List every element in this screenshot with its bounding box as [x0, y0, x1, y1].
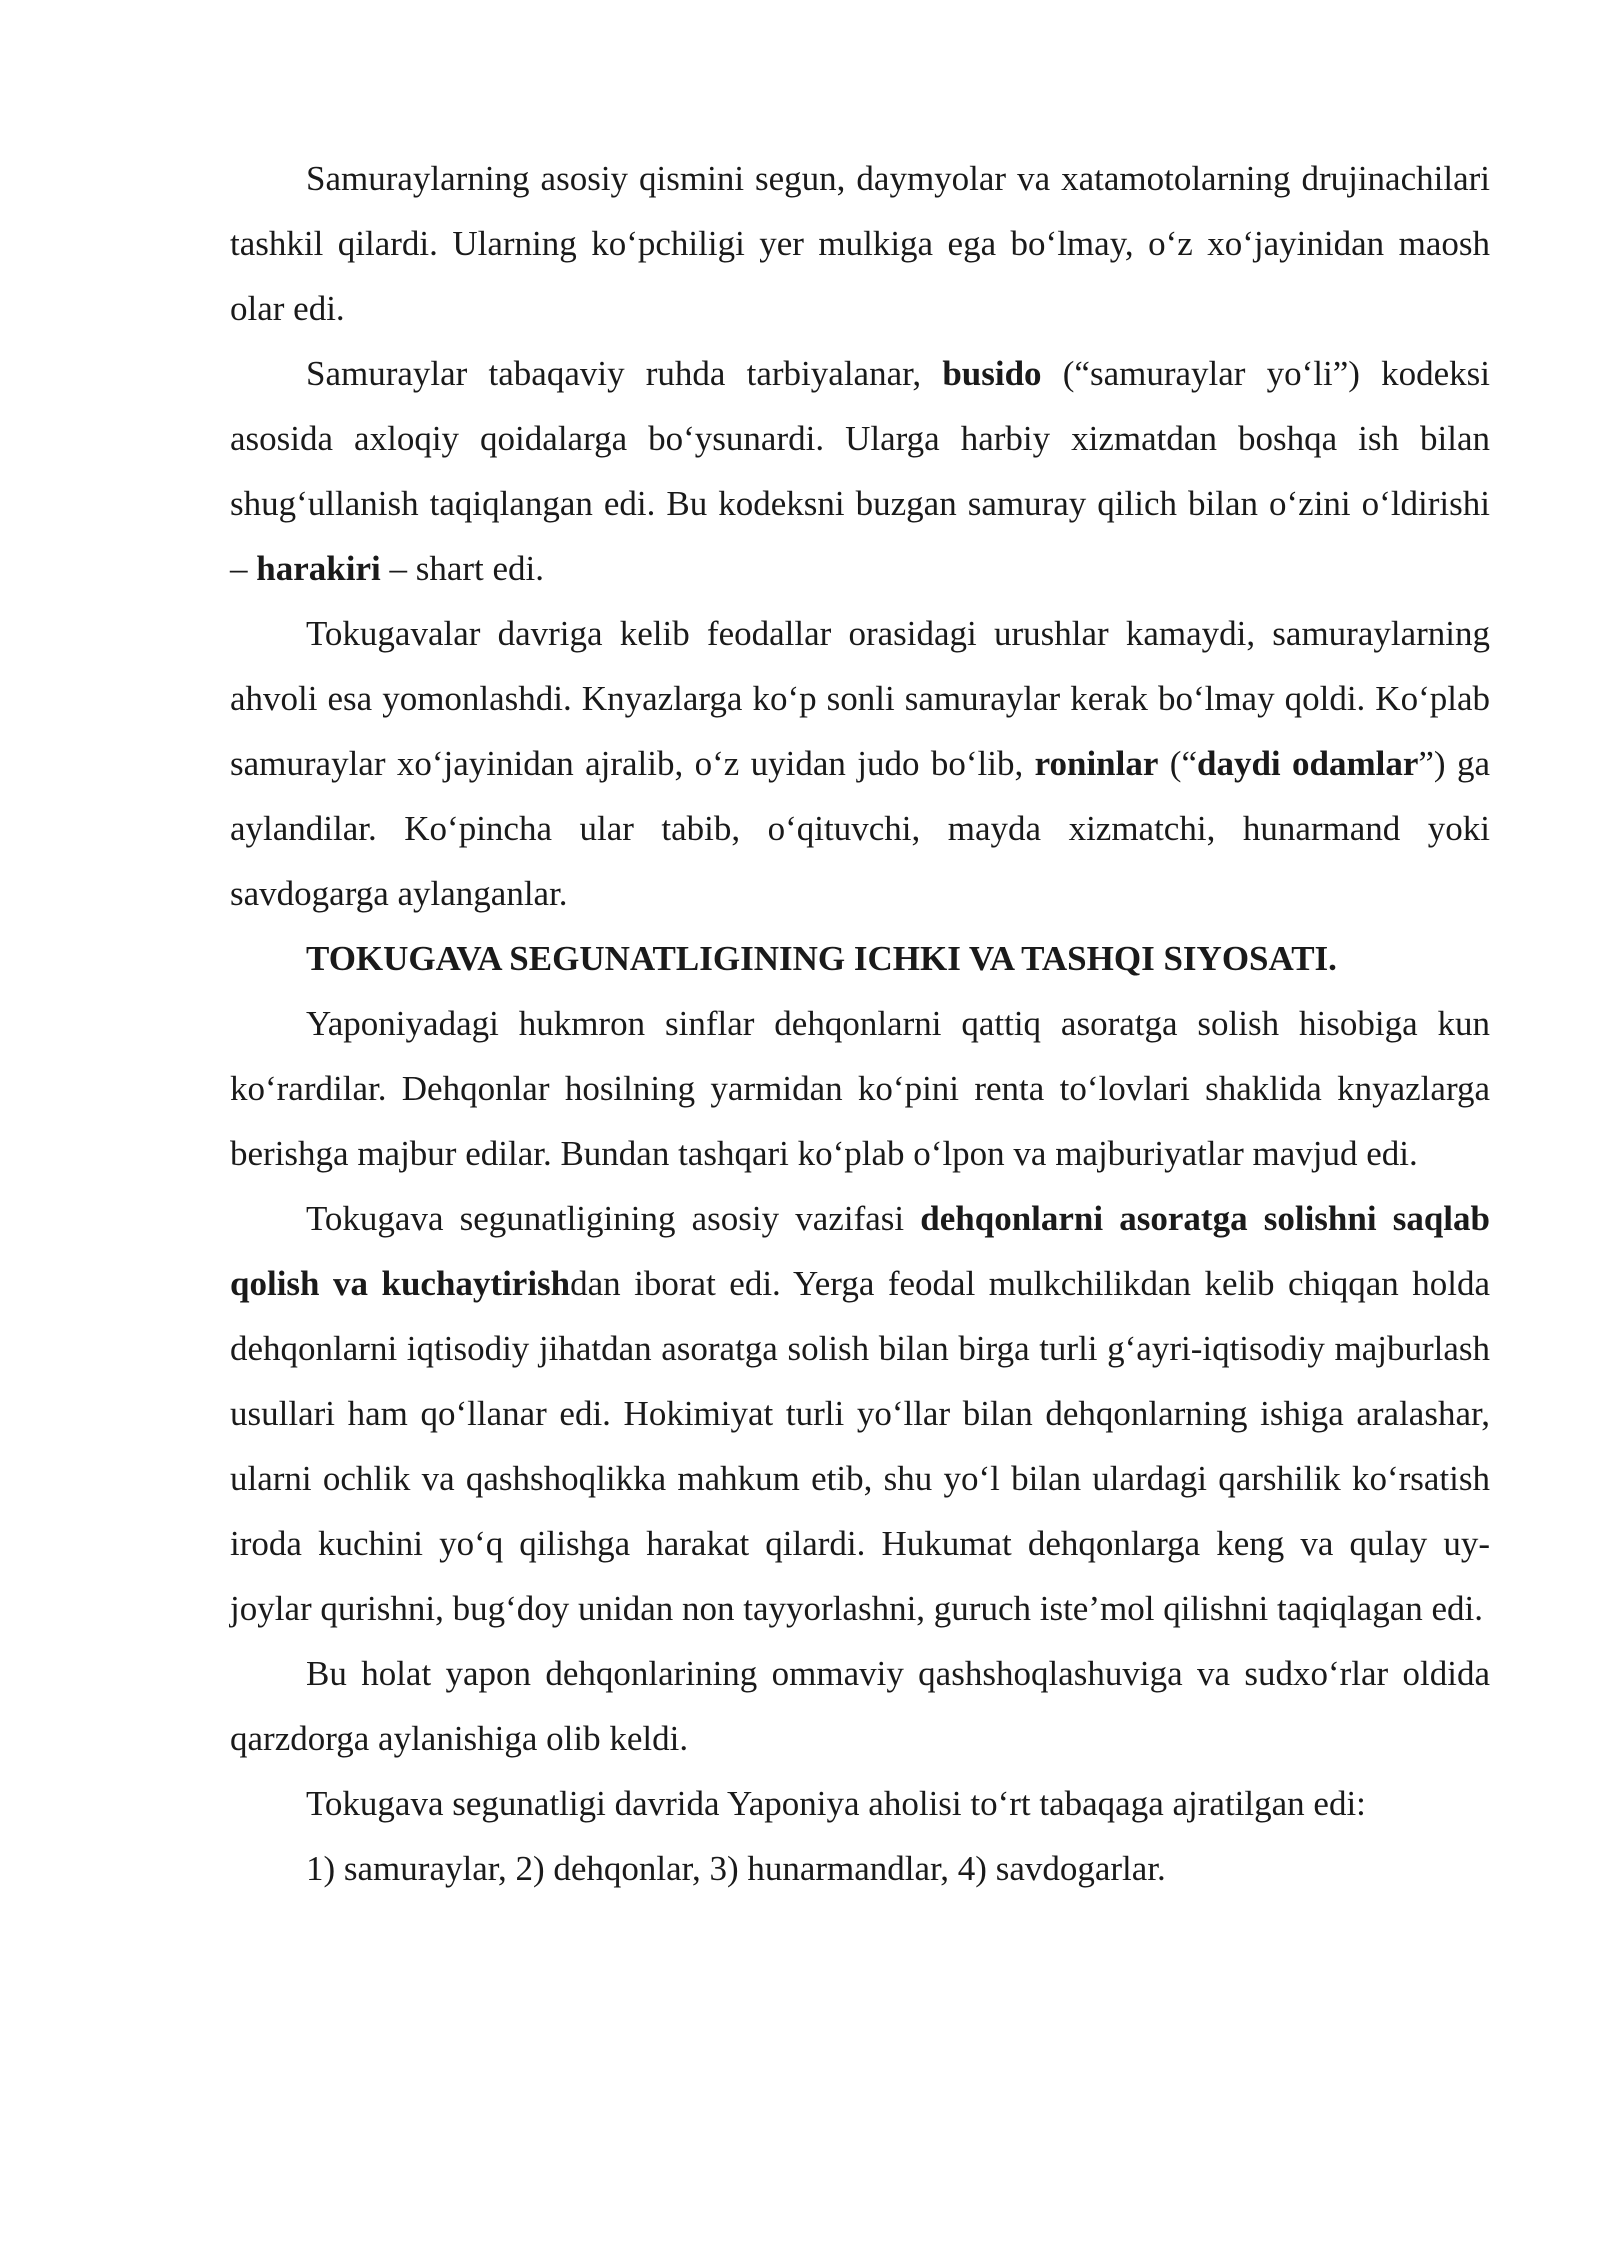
section-heading: TOKUGAVA SEGUNATLIGINING ICHKI VA TASHQI SIYOSATI. [306, 939, 1337, 978]
paragraph-text: Tokugava segunatligining asosiy vazifasi [306, 1199, 921, 1238]
paragraph-busido [230, 341, 1490, 601]
paragraph-text: Yaponiyadagi hukmron sinflar dehqonlarni qattiq asoratga solish hisobiga kun ko‘rardilar. Dehqonlar hosilning yarmidan ko‘pini renta to‘lovlari shaklida knyazlarga berishga majbur edilar. Bundan tashqari ko‘plab o‘lpon va majburiyatlar mavjud edi. [230, 1004, 1490, 1173]
paragraph-text: Tokugavalar davriga kelib feodallar orasidagi urushlar kamaydi, samuraylarning ahvoli esa yomonlashdi. Knyazlarga ko‘p sonli samuraylar kerak bo‘lmay qoldi. Ko‘plab samuraylar xo‘jayinidan ajralib, o‘z uyidan judo bo‘lib, [230, 614, 1490, 783]
paragraph-text: (“samuraylar yo‘li”) kodeksi asosida axloqiy qoidalarga bo‘ysunardi. Ularga harbiy xizmatdan boshqa ish bilan shug‘ullanish taqiqlangan edi. Bu kodeksni buzgan samuray qilich bilan o‘zini o‘ldirishi – [230, 354, 1490, 588]
term-daydi-odamlar: daydi odamlar [1196, 744, 1419, 783]
paragraph-ronin [230, 601, 1490, 926]
paragraph-text: ”) ga aylandilar. Ko‘pincha ular tabib, o‘qituvchi, mayda xizmatchi, hunarmand yoki savdogarga aylanganlar. [230, 744, 1490, 913]
list-text: 1) samuraylar, 2) dehqonlar, 3) hunarmandlar, 4) savdogarlar. [306, 1849, 1166, 1888]
paragraph-text: Samuraylar tabaqaviy ruhda tarbiyalanar, [306, 354, 943, 393]
term-busido: busido [942, 354, 1042, 393]
paragraph-text: Samuraylarning asosiy qismini segun, daymyolar va xatamotolarning drujinachilari tashkil qilardi. Ularning ko‘pchiligi yer mulkiga ega bo‘lmay, o‘z xo‘jayinidan maosh olar edi. [230, 159, 1490, 328]
paragraph-four-estates [230, 1771, 1490, 1836]
paragraph-segunate-task [230, 1186, 1490, 1641]
term-roninlar: roninlar [1034, 744, 1159, 783]
paragraph-text: dan iborat edi. Yerga feodal mulkchilikdan kelib chiqqan holda dehqonlarni iqtisodiy jihatdan asoratga solish bilan birga turli g‘ayri-iqtisodiy majburlash usullari ham qo‘llanar edi. Hokimiyat turli yo‘llar bilan dehqonlarning ishiga aralashar, ularni ochlik va qashshoqlikka mahkum etib, shu yo‘l bilan ulardagi qarshilik ko‘rsatish iroda kuchini yo‘q qilishga harakat qilardi. Hukumat dehqonlarga keng va qulay uy-joylar qurishni, bug‘doy unidan non tayyorlashni, guruch iste’mol qilishni taqiqlagan edi. [230, 1264, 1490, 1628]
document-page [230, 146, 1490, 1901]
term-main-task: dehqonlarni asoratga solishni saqlab qolish va kuchaytirish [230, 1199, 1490, 1303]
paragraph-text: Tokugava segunatligi davrida Yaponiya aholisi to‘rt tabaqaga ajratilgan edi: [306, 1784, 1366, 1823]
paragraph-text: (“ [1158, 744, 1197, 783]
paragraph-ruling-classes [230, 991, 1490, 1186]
paragraph-impoverishment [230, 1641, 1490, 1771]
estates-list [230, 1836, 1490, 1901]
term-harakiri: harakiri [256, 549, 381, 588]
paragraph-text: – shart edi. [380, 549, 544, 588]
paragraph-samurai-composition [230, 146, 1490, 341]
paragraph-text: Bu holat yapon dehqonlarining ommaviy qashshoqlashuviga va sudxo‘rlar oldida qarzdorga aylanishiga olib keldi. [230, 1654, 1490, 1758]
